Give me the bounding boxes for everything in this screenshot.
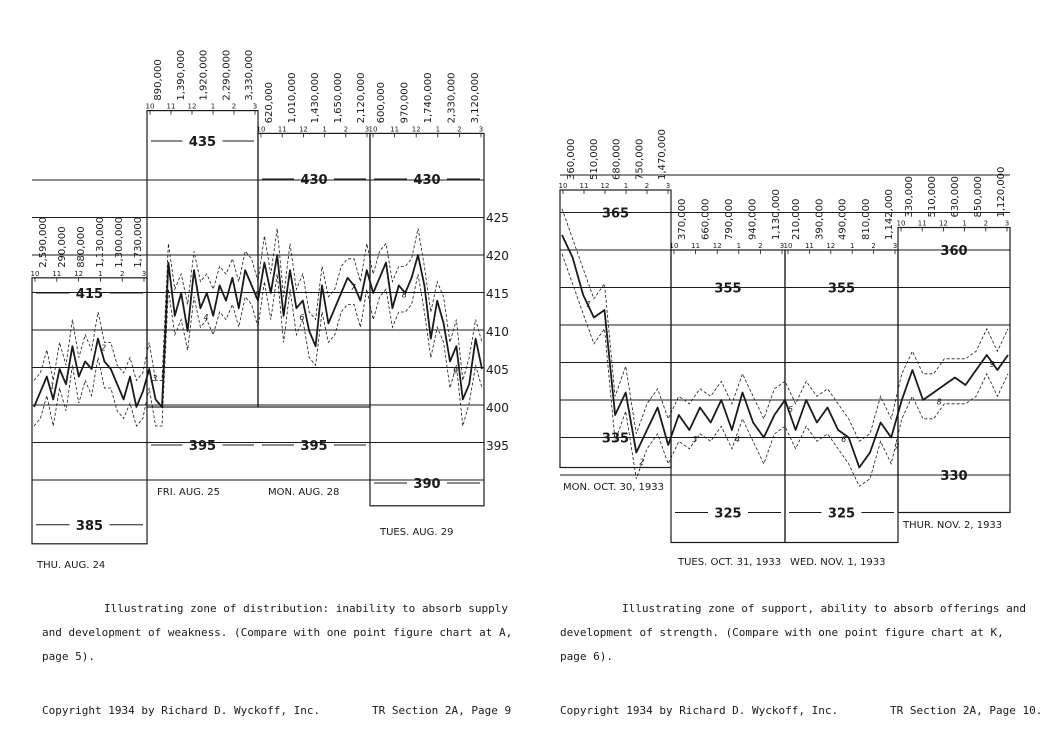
left-day-1-zone-label: 415	[75, 287, 104, 302]
right-day-1-hour-label: 2	[644, 182, 650, 190]
left-day-4-hour-label: 10	[368, 125, 378, 134]
right-day-2-volume-label: 790,000	[724, 198, 735, 240]
right-day-3-label: WED. NOV. 1, 1933	[790, 557, 886, 568]
left-day-2-hour-label: 3	[252, 102, 258, 111]
right-day-1-zone-label: 365	[601, 206, 630, 222]
left-caption-line-1: Illustrating zone of distribution: inability to absorb supply	[104, 602, 508, 615]
left-day-1-hour-label: 12	[74, 269, 84, 278]
left-caption-line-3: page 5).	[42, 650, 95, 663]
left-day-2-volume-label: 3,330,000	[244, 49, 255, 101]
left-day-2-hour-label: 11	[166, 102, 176, 111]
left-day-3-volume-label: 2,120,000	[356, 72, 367, 124]
right-day-box-1	[560, 190, 671, 468]
right-day-3-hour-label: 10	[783, 242, 793, 250]
right-figure-number: 5	[788, 405, 794, 414]
right-day-4-label: THUR. NOV. 2, 1933	[903, 520, 1003, 531]
left-day-4-zone-label: 390	[413, 477, 441, 492]
left-day-3-hour-label: 2	[343, 125, 349, 134]
right-caption	[560, 597, 1040, 669]
left-figure-number: 3	[152, 374, 158, 383]
right-day-4-volume-label: 1,120,000	[996, 166, 1007, 218]
left-y-axis-label: 405	[486, 363, 509, 377]
left-day-2-volume-label: 1,920,000	[198, 49, 210, 101]
right-day-3-zone-label: 355	[827, 281, 856, 297]
right-day-3-hour-label: 1	[849, 242, 855, 250]
left-day-1-volume-label: 2,590,000	[38, 216, 49, 268]
left-caption-line-2: and development of weakness. (Compare with one point figure chart at A,	[42, 626, 513, 639]
left-day-2-hour-label: 1	[210, 102, 216, 111]
left-figure-number: 9	[453, 366, 459, 376]
left-day-2-zone-label: 395	[188, 439, 217, 454]
left-day-1-hour-label: 1	[98, 269, 103, 278]
right-day-3-hour-label: 11	[804, 242, 814, 250]
right-day-4-volume-label: 330,000	[904, 176, 915, 218]
left-day-2-volume-label: 1,390,000	[175, 49, 187, 101]
right-day-4-volume-label: 850,000	[973, 176, 984, 218]
right-day-2-hour-label: 1	[736, 242, 742, 250]
left-figure-number: 4	[203, 313, 209, 323]
left-y-axis-label: 415	[486, 287, 509, 301]
left-day-2-hour-label: 12	[187, 102, 197, 111]
left-day-1-volume-label: 880,000	[76, 226, 87, 268]
left-day-3-volume-label: 1,010,000	[287, 72, 298, 124]
left-day-3-hour-label: 10	[256, 125, 266, 134]
right-day-4-hour-label: 12	[938, 219, 948, 228]
left-day-1-hour-label: 11	[52, 269, 62, 278]
left-y-axis-label: 420	[486, 249, 509, 263]
right-figure-number: 8	[936, 397, 942, 407]
right-day-4-hour-label: 3	[1004, 219, 1010, 228]
right-day-2-zone-label: 355	[714, 281, 742, 297]
right-day-2-label: TUES. OCT. 31, 1933	[678, 557, 782, 568]
left-day-2-hour-label: 2	[231, 102, 237, 111]
left-figure-number: 5	[254, 290, 260, 300]
left-y-axis-label: 410	[486, 325, 509, 339]
left-footer-section: TR Section 2A, Page 9	[372, 704, 512, 717]
left-day-2-hour-label: 10	[145, 102, 155, 111]
left-day-box-4	[370, 133, 484, 505]
left-day-3-zone-label: 395	[300, 439, 328, 454]
right-day-3-zone-label: 325	[827, 506, 856, 522]
left-day-box-1	[32, 278, 147, 544]
right-day-4-hour-label: 2	[983, 219, 989, 228]
left-day-4-hour-label: 11	[390, 125, 400, 134]
right-caption-line-2: development of strength. (Compare with one point figure chart at K,	[560, 626, 1004, 639]
right-day-1-volume-label: 510,000	[588, 138, 600, 180]
right-day-1-zone-label: 335	[601, 431, 630, 447]
left-day-1-zone-label: 385	[75, 518, 104, 534]
right-day-1-label: MON. OCT. 30, 1933	[563, 482, 665, 493]
right-day-2-volume-label: 940,000	[747, 198, 759, 240]
left-day-3-hour-label: 11	[277, 125, 287, 134]
left-day-3-volume-label: 1,430,000	[310, 72, 321, 124]
left-day-1-volume-label: 1,730,000	[133, 216, 144, 268]
left-day-1-label: THU. AUG. 24	[37, 560, 106, 571]
right-figure-number: 6	[841, 435, 847, 444]
right-day-2-hour-label: 3	[779, 242, 785, 250]
left-caption	[42, 597, 512, 669]
left-y-axis-label: 400	[486, 401, 509, 415]
left-day-4-volume-label: 3,120,000	[470, 72, 481, 124]
right-day-3-volume-label: 210,000	[791, 198, 802, 240]
right-day-4-hour-label: 1	[962, 219, 967, 228]
right-day-2-hour-label: 12	[712, 242, 722, 250]
left-day-3-volume-label: 620,000	[264, 82, 275, 124]
left-day-4-hour-label: 2	[457, 125, 462, 134]
right-day-3-volume-label: 1,142,000	[884, 189, 895, 240]
left-day-2-volume-label: 890,000	[153, 59, 164, 101]
right-day-3-hour-label: 2	[871, 242, 876, 250]
left-y-axis-label: 425	[486, 211, 509, 225]
right-day-2-zone-label: 325	[714, 506, 742, 522]
right-day-4-hour-label: 10	[896, 219, 906, 228]
left-y-axis-label: 395	[486, 439, 509, 453]
right-day-1-hour-label: 3	[665, 182, 671, 190]
right-day-2-hour-label: 10	[669, 242, 679, 250]
left-day-3-label: MON. AUG. 28	[268, 487, 340, 498]
right-figure-number: 2	[639, 457, 645, 467]
left-day-3-hour-label: 12	[298, 125, 308, 134]
right-day-1-volume-label: 750,000	[634, 138, 646, 180]
left-day-4-hour-label: 12	[411, 125, 421, 134]
left-day-3-hour-label: 1	[322, 125, 327, 134]
right-day-2-volume-label: 1,130,000	[771, 189, 782, 240]
left-day-1-hour-label: 10	[30, 269, 40, 278]
left-day-1-hour-label: 3	[141, 269, 147, 278]
left-day-2-volume-label: 2,290,000	[221, 49, 233, 101]
right-day-4-volume-label: 630,000	[950, 176, 961, 218]
left-day-4-volume-label: 970,000	[399, 82, 411, 124]
right-day-2-volume-label: 370,000	[677, 198, 688, 240]
right-day-1-volume-label: 1,470,000	[657, 129, 668, 180]
left-day-1-volume-label: 290,000	[57, 226, 68, 268]
left-day-4-label: TUES. AUG. 29	[380, 527, 454, 538]
right-day-2-volume-label: 660,000	[700, 198, 712, 240]
left-day-1-hour-label: 2	[119, 269, 125, 278]
right-day-3-volume-label: 490,000	[837, 198, 849, 240]
left-figure-number: 8	[401, 290, 407, 300]
right-day-2-hour-label: 2	[758, 242, 763, 250]
right-figure-number: 9	[989, 360, 995, 369]
left-day-1-volume-label: 1,300,000	[114, 216, 125, 268]
left-figure-number: 7	[350, 282, 356, 292]
right-caption-line-1: Illustrating zone of support, ability to absorb offerings and	[622, 602, 1026, 615]
left-day-4-hour-label: 3	[478, 125, 484, 134]
right-day-1-hour-label: 1	[623, 182, 629, 190]
right-figure-number: 1	[586, 300, 592, 309]
right-day-4-volume-label: 510,000	[927, 176, 938, 218]
distribution-zone-chart	[31, 50, 509, 571]
support-zone-chart	[559, 129, 1010, 568]
left-day-4-zone-label: 430	[413, 173, 441, 188]
right-day-1-hour-label: 11	[579, 182, 589, 190]
right-day-3-hour-label: 12	[826, 242, 836, 250]
left-figure-number: 6	[299, 313, 305, 323]
right-day-1-hour-label: 10	[558, 182, 568, 190]
right-day-3-volume-label: 810,000	[860, 198, 872, 240]
right-day-4-hour-label: 11	[917, 219, 927, 228]
right-footer-copyright: Copyright 1934 by Richard D. Wyckoff, Inc.	[560, 704, 839, 717]
right-day-1-hour-label: 12	[600, 182, 610, 190]
right-day-2-hour-label: 11	[691, 242, 701, 250]
left-day-3-volume-label: 1,650,000	[333, 72, 344, 124]
left-day-4-hour-label: 1	[435, 125, 441, 134]
left-day-4-volume-label: 1,740,000	[423, 72, 434, 124]
right-figure-number: 3	[692, 435, 698, 444]
left-day-4-volume-label: 600,000	[376, 82, 387, 124]
right-day-4-zone-label: 360	[940, 244, 968, 259]
left-day-3-zone-label: 430	[300, 173, 328, 188]
right-day-3-hour-label: 3	[892, 242, 898, 250]
left-day-2-label: FRI. AUG. 25	[157, 487, 220, 498]
left-day-1-volume-label: 1,130,000	[95, 216, 106, 268]
left-figure-number: 1	[49, 381, 55, 391]
right-caption-line-3: page 6).	[560, 650, 613, 663]
left-day-2-zone-label: 435	[188, 135, 217, 150]
left-day-3-hour-label: 3	[364, 125, 370, 134]
left-footer-copyright: Copyright 1934 by Richard D. Wyckoff, Inc.	[42, 704, 321, 717]
right-footer-section: TR Section 2A, Page 10.	[890, 704, 1043, 717]
right-day-4-zone-label: 330	[940, 469, 968, 484]
right-figure-number: 7	[894, 442, 900, 452]
right-figure-number: 4	[734, 435, 740, 444]
right-day-1-volume-label: 680,000	[611, 138, 623, 180]
right-day-1-volume-label: 360,000	[566, 138, 577, 180]
left-day-4-volume-label: 2,330,000	[446, 72, 458, 124]
left-figure-number: 2	[101, 343, 107, 353]
right-day-3-volume-label: 390,000	[814, 198, 826, 240]
